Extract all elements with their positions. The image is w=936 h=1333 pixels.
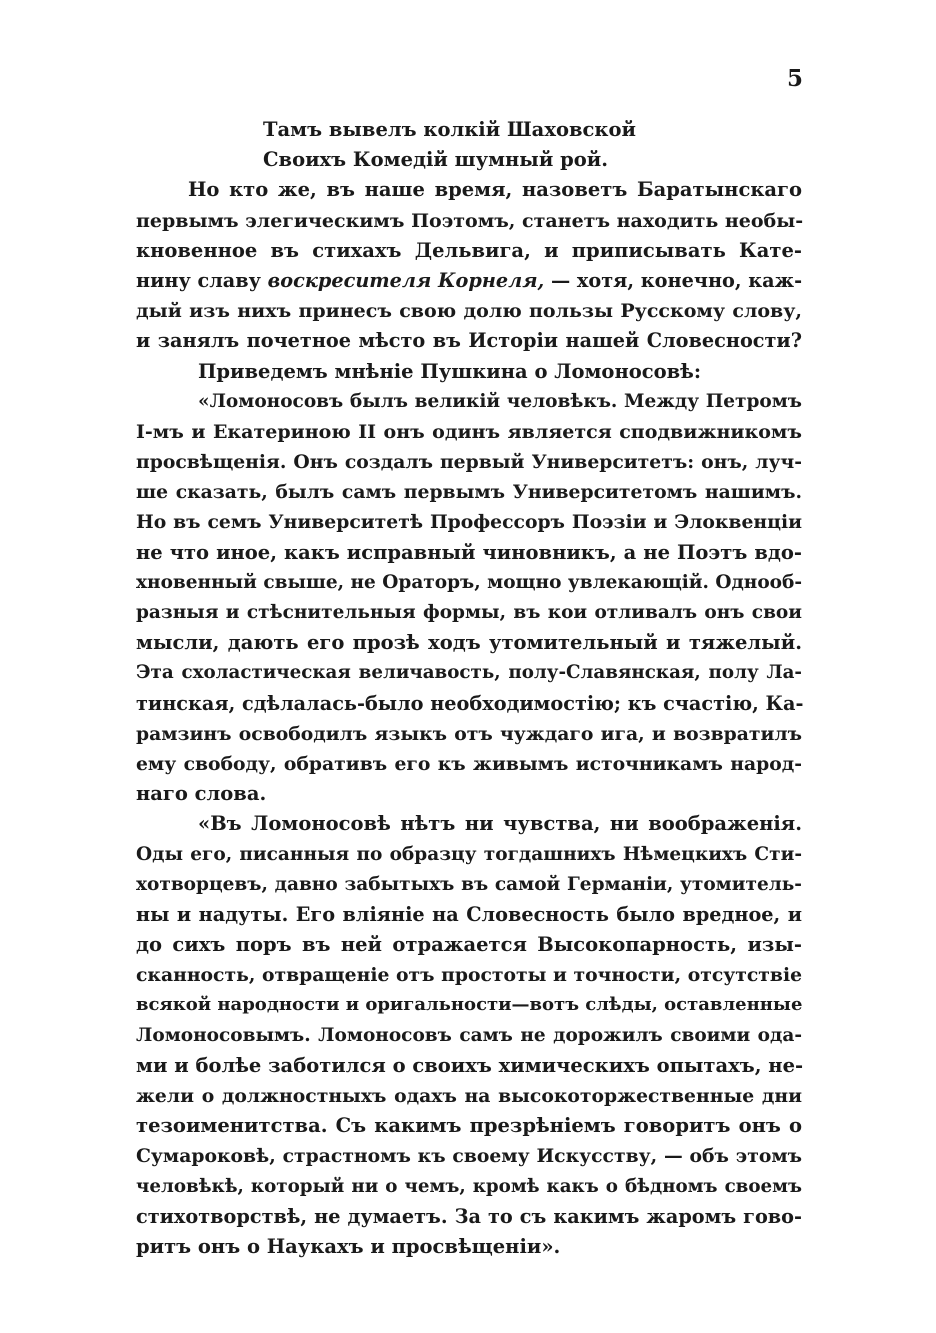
text-line: ми и болѣе заботился о своихъ химическихъ опытахъ, не- (136, 1053, 804, 1077)
text-line: I-мъ и Екатериною II онъ одинъ является сподвижникомъ (136, 420, 802, 443)
text-line: не что иное, какъ исправный чиновникъ, а не Поэтъ вдо- (136, 540, 802, 564)
paragraph-1 (136, 175, 802, 356)
text-line: хотворцевъ, давно забытыхъ въ самой Германіи, утомитель- (136, 873, 802, 895)
text-line: и занялъ почетное мѣсто въ Исторіи нашей Словесности? (136, 329, 802, 353)
verse-line: Тамъ вывелъ колкій Шаховской (263, 118, 636, 141)
verse-quote (136, 115, 802, 175)
text-line: всякой народности и оригальности—вотъ слѣды, оставленные (136, 994, 803, 1016)
text-line: «Въ Ломоносовѣ нѣтъ ни чувства, ни воображенія. (198, 812, 802, 836)
text-line: ше сказать, былъ самъ первымъ Университетомъ нашимъ. (136, 481, 802, 504)
text-line: Сумароковѣ, страстномъ къ своему Искусству, — объ этомъ (136, 1145, 802, 1168)
text-line: человѣкѣ, который ни о чемъ, кромѣ какъ о бѣдномъ своемъ (136, 1175, 802, 1197)
text-line: Оды его, писанныя по образцу тогдашнихъ Нѣмецкихъ Сти- (136, 843, 802, 865)
verse-line: Своихъ Комедій шумный рой. (263, 148, 609, 172)
text-line: ему свободу, обративъ его къ живымъ источникамъ народ- (136, 752, 802, 775)
text-line: Ломоносовымъ. Ломоносовъ самъ не дорожилъ своими ода- (136, 1024, 802, 1046)
text-line: ны и надуты. Его вліяніе на Словесность было вредное, и (136, 902, 802, 926)
text-line: стихотворствѣ, не думаетъ. За то съ какимъ жаромъ гово- (136, 1204, 802, 1228)
text-line: наго слова. (136, 782, 267, 806)
page-number: 5 (786, 65, 803, 92)
text-line: разныя и стѣснительныя формы, въ кои отливалъ онъ свои (136, 602, 802, 623)
text-line: ритъ онъ о Наукахъ и просвѣщеніи». (136, 1234, 561, 1258)
text-line: Но въ семъ Университетѣ Профессоръ Поэзіи и Элоквенціи (136, 511, 802, 534)
text-run: нину славу (136, 268, 268, 292)
text-line: хновенный свыше, не Ораторъ, мощно увлекающій. Однооб- (136, 571, 803, 593)
text-line: дый изъ нихъ принесъ свою долю пользы Русскому слову, (136, 300, 802, 323)
text-run: — хотя, конечно, каж- (544, 268, 803, 292)
text-line: кновенное въ стихахъ Дельвига, и приписывать Кате- (136, 238, 802, 262)
text-line: сканность, отвращеніе отъ простоты и точности, отсутствіе (136, 964, 802, 987)
page-text (136, 115, 802, 1262)
text-line: Но кто же, въ наше время, назоветъ Баратынскаго (188, 178, 802, 202)
text-line: жели о должностныхъ одахъ на высокоторжественные дни (136, 1085, 802, 1107)
text-line: тезоименитства. Съ какимъ презрѣніемъ говоритъ онъ о (136, 1114, 802, 1138)
paragraph-4 (136, 809, 802, 1262)
text-line: просвѣщенія. Онъ создалъ первый Университетъ: онъ, луч- (136, 451, 802, 474)
text-line: тинская, сдѣлалась-было необходимостію; къ счастію, Ка- (136, 691, 804, 715)
paragraph-3 (136, 387, 802, 810)
text-line (136, 266, 802, 296)
text-line: мысли, дають его прозѣ ходъ утомительный и тяжелый. (136, 631, 802, 655)
text-line: «Ломоносовъ былъ великій человѣкъ. Между Петромъ (198, 390, 802, 412)
text-line: первымъ элегическимъ Поэтомъ, станетъ находить необы- (136, 209, 804, 232)
text-line: Приведемъ мнѣніе Пушкина о Ломоносовѣ: (198, 359, 702, 383)
text-line: до сихъ поръ въ ней отражается Высокопарность, изы- (136, 933, 802, 957)
text-line: Эта схоластическая величавость, полу-Славянская, полу Ла- (136, 662, 802, 684)
text-line: рамзинъ освободилъ языкъ отъ чуждаго ига, и возвратилъ (136, 722, 802, 745)
paragraph-2 (136, 357, 802, 387)
italic-phrase: воскресителя Корнеля, (267, 268, 545, 292)
